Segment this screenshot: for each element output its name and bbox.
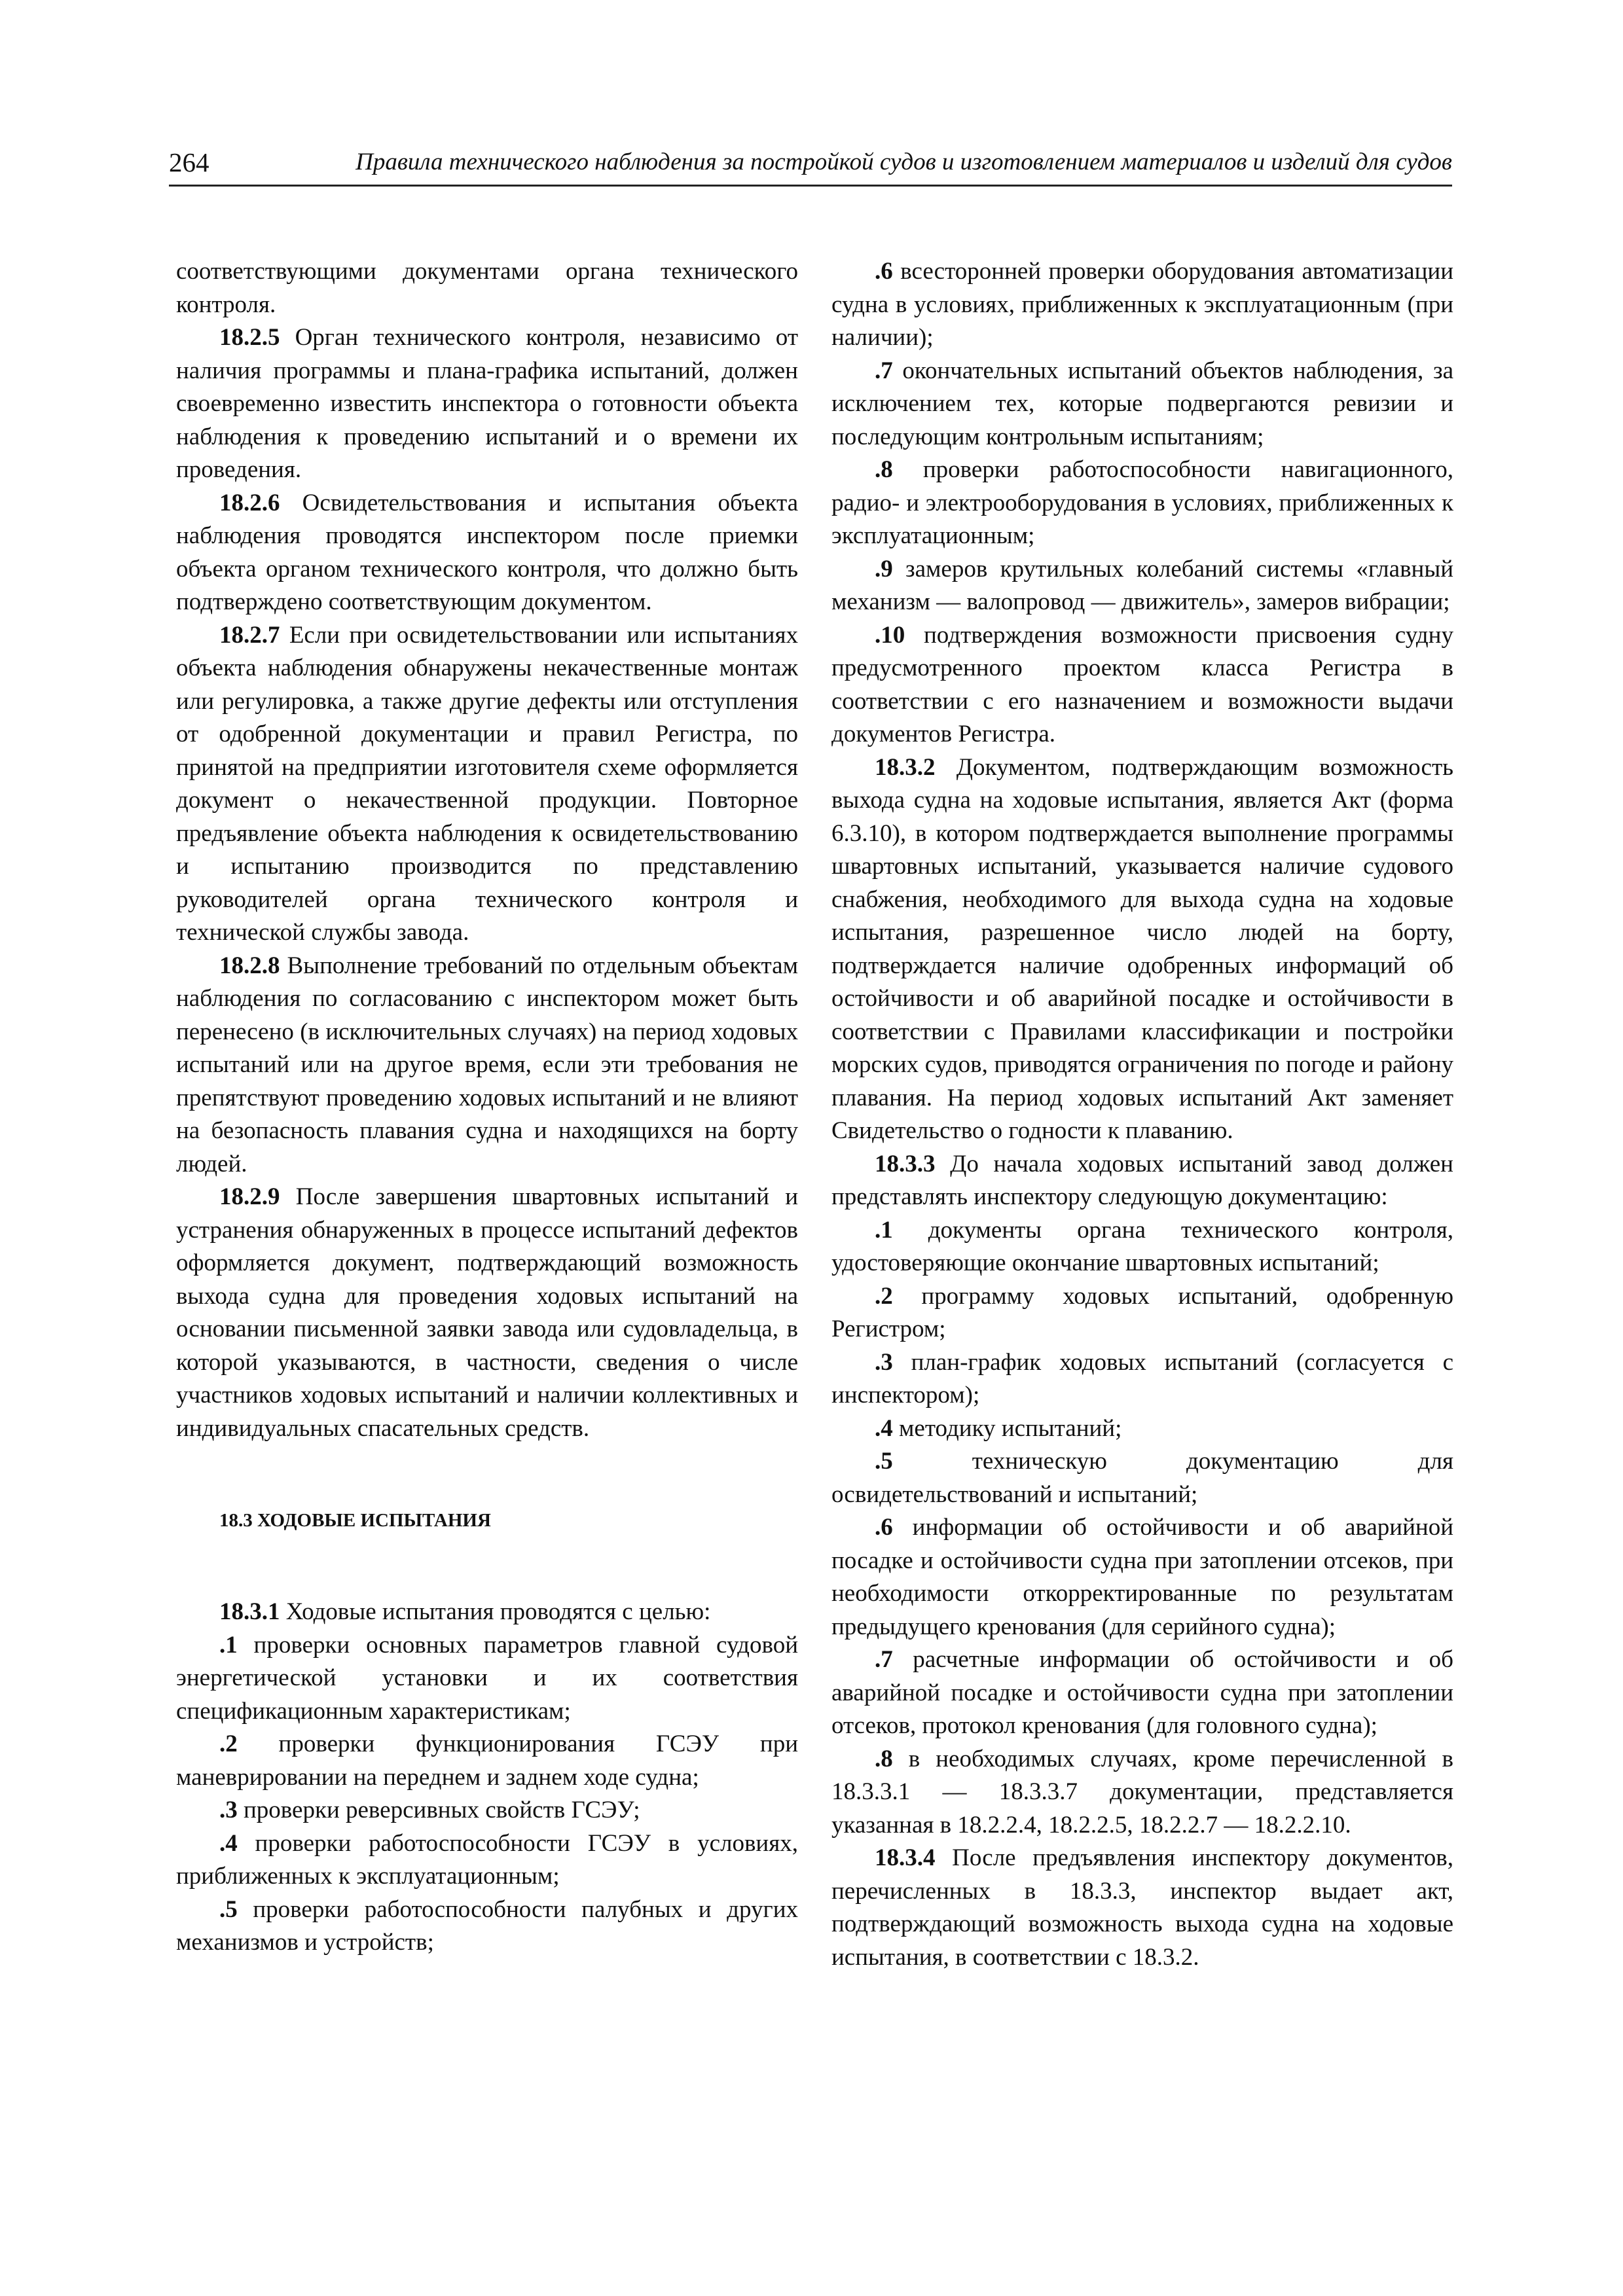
clause-text: Орган технического контроля, независимо от наличия программы и плана-графика испытаний, должен своевременно известить инспектора о готовности объекта наблюдения к проведению испытаний и о времени их проведения.: [176, 324, 798, 483]
clause-number: 18.2.7: [219, 621, 280, 649]
item-text: техническую документацию для освидетельствований и испытаний;: [831, 1448, 1453, 1508]
list-item: [831, 1214, 1453, 1280]
item-number: .7: [875, 357, 893, 384]
item-text: информации об остойчивости и об аварийной посадке и остойчивости судна при затоплении отсеков, при необходимости откорректированные по результатам предыдущего кренования (для серийного судна);: [831, 1514, 1453, 1640]
clause-number: 18.3.3: [875, 1150, 936, 1177]
item-number: .6: [875, 258, 893, 285]
item-text: план-график ходовых испытаний (согласуется с инспектором);: [831, 1348, 1453, 1408]
list-item: [176, 1893, 798, 1960]
list-item: [831, 553, 1453, 619]
list-item: [831, 1743, 1453, 1842]
clause-text: Освидетельствования и испытания объекта наблюдения проводятся инспектором после приемки объекта органом технического контроля, что должно быть подтверждено соответствующим документом.: [176, 489, 798, 615]
paragraph-18-3-1: [176, 1596, 798, 1629]
right-column: [831, 255, 1453, 1974]
item-number: .4: [875, 1414, 893, 1442]
item-text: всесторонней проверки оборудования автоматизации судна в условиях, приближенных к эксплуатационным (при наличии);: [831, 258, 1453, 351]
page-header: [169, 144, 1452, 187]
page-number: 264: [169, 147, 210, 177]
paragraph-18-2-5: [176, 321, 798, 487]
item-number: .4: [219, 1829, 238, 1857]
item-number: .8: [875, 1745, 893, 1772]
clause-number: 18.2.8: [219, 952, 280, 979]
list-item: [831, 355, 1453, 454]
section-heading: 18.3 ХОДОВЫЕ ИСПЫТАНИЯ: [219, 1510, 491, 1531]
paragraph-18-2-6: [176, 487, 798, 619]
item-number: .1: [219, 1631, 238, 1659]
list-item: [176, 1794, 798, 1827]
paragraph-18-3-2: [831, 751, 1453, 1148]
clause-text: Если при освидетельствовании или испытаниях объекта наблюдения обнаружены некачественные монтаж или регулировка, а также другие дефекты или отступления от одобренной документации и правил Регистра, по принятой на предприятии изготовителя схеме оформляется документ о некачественной продукции. Повторное предъявление объекта наблюдения к освидетельствованию и испытанию производится по представлению руководителей органа технического контроля и технической службы завода.: [176, 621, 798, 946]
list-item: [831, 619, 1453, 751]
paragraph-continuation: соответствующими документами органа технического контроля.: [176, 258, 798, 318]
item-text: окончательных испытаний объектов наблюдения, за исключением тех, которые подвергаются ревизии и последующим контрольным испытаниям;: [831, 357, 1453, 450]
list-item: [831, 1280, 1453, 1346]
clause-text: После завершения швартовных испытаний и устранения обнаруженных в процессе испытаний дефектов оформляется документ, подтверждающий возможность выхода судна для проведения ходовых испытаний на основании письменной заявки завода или судовладельца, в которой указываются, в частности, сведения о числе участников ходовых испытаний и наличии коллективных и индивидуальных спасательных средств.: [176, 1183, 798, 1442]
clause-number: 18.2.5: [219, 324, 280, 351]
item-number: .3: [219, 1797, 238, 1823]
item-text: в необходимых случаях, кроме перечисленной в 18.3.3.1 — 18.3.3.7 документации, представляется указанная в 18.2.2.4, 18.2.2.5, 18.2.2.7 — 18.2.2.10.: [831, 1745, 1453, 1839]
item-number: .1: [875, 1216, 893, 1244]
item-text: подтверждения возможности присвоения судну предусмотренного проектом класса Регистра в соответствии с его назначением и возможности выдачи документов Регистра.: [831, 621, 1453, 747]
clause-text: После предъявления инспектору документов, перечисленных в 18.3.3, инспектор выдает акт, подтверждающий возможность выхода судна на ходовые испытания, в соответствии с 18.3.2.: [831, 1844, 1453, 1971]
clause-number: 18.2.6: [219, 489, 280, 516]
list-item: [176, 1728, 798, 1794]
item-number: .2: [219, 1731, 238, 1757]
item-text: проверки работоспособности навигационного, радио- и электрооборудования в условиях, приближенных к эксплуатационным;: [831, 456, 1453, 549]
list-item: [831, 1445, 1453, 1511]
list-item: [831, 1643, 1453, 1743]
item-text: методику испытаний;: [892, 1414, 1122, 1442]
paragraph-18-2-8: [176, 950, 798, 1181]
item-number: .9: [875, 555, 893, 583]
item-text: проверки реверсивных свойств ГСЭУ;: [237, 1797, 640, 1823]
list-item: [176, 1827, 798, 1893]
paragraph-18-3-3: [831, 1148, 1453, 1214]
item-text: замеров крутильных колебаний системы «главный механизм — валопровод — движитель», замеров вибрации;: [831, 555, 1453, 615]
item-text: документы органа технического контроля, удостоверяющие окончание швартовных испытаний;: [831, 1216, 1453, 1276]
item-text: программу ходовых испытаний, одобренную Регистром;: [831, 1282, 1453, 1342]
clause-number: 18.3.4: [875, 1844, 936, 1871]
clause-number: 18.3.2: [875, 753, 936, 781]
list-item: [831, 454, 1453, 553]
list-item: [831, 1346, 1453, 1412]
section-gap: [176, 1570, 798, 1596]
item-text: проверки основных параметров главной судовой энергетической установки и их соответствия спецификационным характеристикам;: [176, 1631, 798, 1725]
running-title: Правила технического наблюдения за постройкой судов и изготовлением материалов и изделий для судов: [356, 149, 1452, 175]
list-item: [176, 1629, 798, 1729]
item-number: .5: [875, 1448, 893, 1475]
section-gap: [176, 1445, 798, 1471]
item-number: .2: [875, 1282, 893, 1310]
clause-text: Ходовые испытания проводятся с целью:: [280, 1598, 711, 1625]
list-item: [831, 255, 1453, 355]
item-text: расчетные информации об остойчивости и об аварийной посадке и остойчивости судна при затоплении отсеков, протокол кренования (для головного судна);: [831, 1646, 1453, 1739]
item-number: .10: [875, 621, 905, 649]
clause-text: До начала ходовых испытаний завод должен представлять инспектору следующую документацию:: [831, 1150, 1453, 1210]
item-text: проверки работоспособности палубных и других механизмов и устройств;: [176, 1895, 798, 1956]
paragraph-18-2-7: [176, 619, 798, 950]
clause-text: Документом, подтверждающим возможность выхода судна на ходовые испытания, является Акт (форма 6.3.10), в котором подтверждается выполнение программы швартовных испытаний, указывается наличие судового снабжения, необходимого для выхода судна на ходовые испытания, разрешенное число людей на борту, подтверждается наличие одобренных информаций об остойчивости и об аварийной посадке и остойчивости в соответствии с Правилами классификации и постройки морских судов, приводятся ограничения по погоде и району плавания. На период ходовых испытаний Акт заменяет Свидетельство о годности к плаванию.: [831, 753, 1453, 1144]
item-number: .8: [875, 456, 893, 483]
clause-number: 18.3.1: [219, 1598, 280, 1625]
item-text: проверки функционирования ГСЭУ при маневрировании на переднем и заднем ходе судна;: [176, 1731, 798, 1791]
list-item: [831, 1412, 1453, 1446]
item-number: .7: [875, 1646, 893, 1673]
item-number: .5: [219, 1895, 238, 1923]
paragraph-18-3-4: [831, 1842, 1453, 1974]
left-column: [176, 255, 798, 1960]
paragraph-18-2-9: [176, 1181, 798, 1445]
clause-text: Выполнение требований по отдельным объектам наблюдения по согласованию с инспектором может быть перенесено (в исключительных случаях) на период ходовых испытаний или на другое время, если эти требования не препятствуют проведению ходовых испытаний и не влияют на безопасность плавания судна и находящихся на борту людей.: [176, 952, 798, 1177]
list-item: [831, 1511, 1453, 1643]
clause-number: 18.2.9: [219, 1183, 280, 1210]
item-text: проверки работоспособности ГСЭУ в условиях, приближенных к эксплуатационным;: [176, 1829, 798, 1890]
item-number: .6: [875, 1514, 893, 1541]
item-number: .3: [875, 1348, 893, 1376]
